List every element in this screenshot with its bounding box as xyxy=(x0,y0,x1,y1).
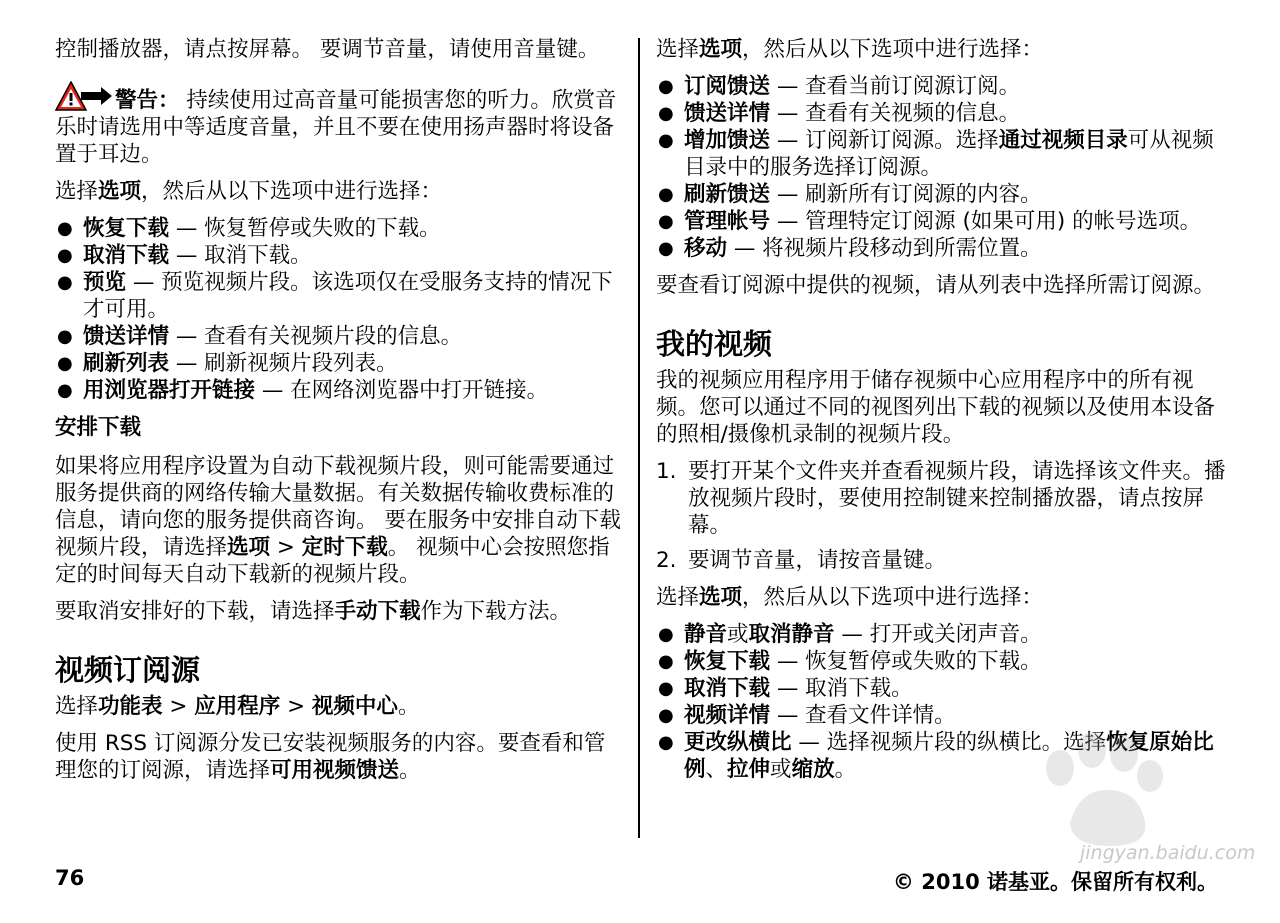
warning-paragraph xyxy=(55,81,623,168)
watermark-text: jingyan.baidu.com xyxy=(1080,842,1256,864)
list-item: ● 取消下载 — 取消下载。 xyxy=(656,675,1226,702)
list-item: ● 增加馈送 — 订阅新订阅源。选择通过视频目录可从视频目录中的服务选择订阅源。 xyxy=(656,127,1226,181)
list-item: ● 订阅馈送 — 查看当前订阅源订阅。 xyxy=(656,73,1226,100)
video-options-list xyxy=(656,621,1226,783)
feed-options-list xyxy=(656,73,1226,262)
select-options-line: 选择选项，然后从以下选项中进行选择： xyxy=(656,585,1044,610)
feeds-heading: 视频订阅源 xyxy=(55,653,201,687)
my-videos-heading: 我的视频 xyxy=(656,327,773,361)
my-videos-paragraph: 我的视频应用程序用于储存视频中心应用程序中的所有视频。您可以通过不同的视图列出下载的视频以及使用本设备的照相/摄像机录制的视频片段。 xyxy=(656,368,1216,447)
schedule-heading: 安排下载 xyxy=(55,415,142,440)
right-column xyxy=(656,36,1226,793)
select-options-line: 选择选项，然后从以下选项中进行选择： xyxy=(55,179,443,204)
list-item: ● 馈送详情 — 查看有关视频片段的信息。 xyxy=(55,323,623,350)
intro-paragraph: 控制播放器，请点按屏幕。 要调节音量，请使用音量键。 xyxy=(55,37,600,62)
list-item: ● 静音或取消静音 — 打开或关闭声音。 xyxy=(656,621,1226,648)
list-item: ● 恢复下载 — 恢复暂停或失败的下载。 xyxy=(656,648,1226,675)
options-list xyxy=(55,215,623,404)
warning-text: 持续使用过高音量可能损害您的听力。欣赏音乐时请选用中等适度音量，并且不要在使用扬声器时将设备置于耳边。 xyxy=(55,88,617,167)
list-item: 2. 要调节音量，请按音量键。 xyxy=(656,548,947,573)
list-item: ● 馈送详情 — 查看有关视频的信息。 xyxy=(656,100,1226,127)
list-item: ● 更改纵横比 — 选择视频片段的纵横比。选择恢复原始比例、拉伸或缩放。 xyxy=(656,729,1226,783)
copyright: © 2010 诺基亚。保留所有权利。 xyxy=(892,870,1218,894)
list-item: ● 用浏览器打开链接 — 在网络浏览器中打开链接。 xyxy=(55,377,623,404)
cancel-paragraph: 要取消安排好的下载，请选择手动下载作为下载方法。 xyxy=(55,599,572,624)
warning-triangle-icon xyxy=(55,81,113,111)
warning-label: 警告： xyxy=(115,88,180,113)
feeds-menu-path: 选择功能表 > 应用程序 > 视频中心。 xyxy=(55,694,420,719)
list-item: ● 视频详情 — 查看文件详情。 xyxy=(656,702,1226,729)
rss-paragraph: 使用 RSS 订阅源分发已安装视频服务的内容。要查看和管理您的订阅源，请选择可用视频馈送。 xyxy=(55,731,606,783)
steps-list xyxy=(656,458,1226,574)
list-item: ● 取消下载 — 取消下载。 xyxy=(55,242,623,269)
left-column xyxy=(55,36,623,794)
list-item: ● 移动 — 将视频片段移动到所需位置。 xyxy=(656,235,1226,262)
column-divider xyxy=(638,38,640,838)
list-item: ● 恢复下载 — 恢复暂停或失败的下载。 xyxy=(55,215,623,242)
select-options-line: 选择选项，然后从以下选项中进行选择： xyxy=(656,37,1044,62)
view-paragraph: 要查看订阅源中提供的视频，请从列表中选择所需订阅源。 xyxy=(656,273,1216,298)
list-item: ● 刷新列表 — 刷新视频片段列表。 xyxy=(55,350,623,377)
list-item: ● 刷新馈送 — 刷新所有订阅源的内容。 xyxy=(656,181,1226,208)
list-item: 1. 要打开某个文件夹并查看视频片段，请选择该文件夹。播放视频片段时，要使用控制键来控制播放器，请点按屏幕。 xyxy=(656,459,1226,538)
page-number: 76 xyxy=(55,866,85,890)
list-item: ● 预览 — 预览视频片段。该选项仅在受服务支持的情况下才可用。 xyxy=(55,269,623,323)
schedule-paragraph: 如果将应用程序设置为自动下载视频片段，则可能需要通过服务提供商的网络传输大量数据。有关数据传输收费标准的信息，请向您的服务提供商咨询。 要在服务中安排自动下载视频片段，请选择选项 > 定时下载。 视频中心会按照您指定的时间每天自动下载新的视频片段。 xyxy=(55,454,621,587)
list-item: ● 管理帐号 — 管理特定订阅源 (如果可用) 的帐号选项。 xyxy=(656,208,1226,235)
